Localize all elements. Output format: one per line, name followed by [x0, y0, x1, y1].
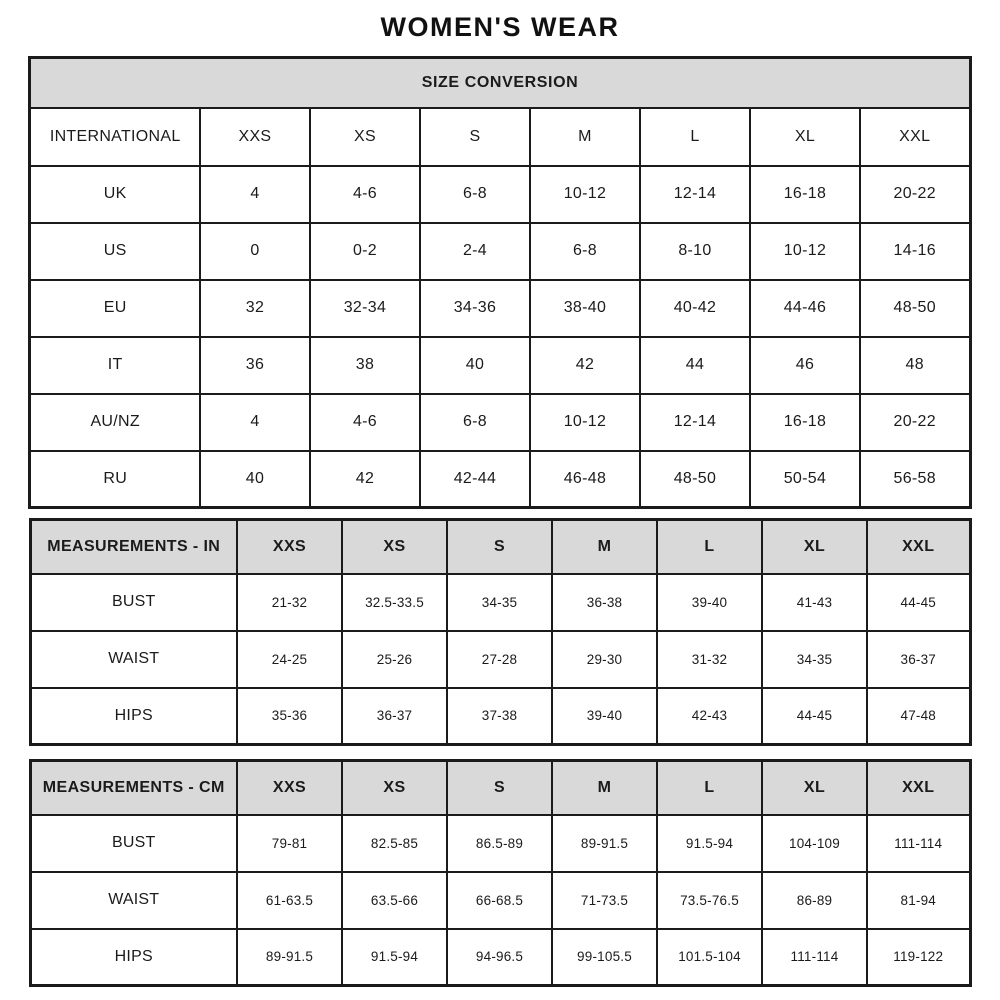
- table-cell: 10-12: [750, 223, 860, 280]
- row-label-hips: HIPS: [30, 688, 237, 745]
- table-cell: 66-68.5: [447, 872, 552, 929]
- table-cell: 42-44: [420, 451, 530, 508]
- table-row-waist-cm: [30, 872, 970, 929]
- table-cell: 34-35: [447, 574, 552, 631]
- table-cell: 10-12: [530, 166, 640, 223]
- table-cell: 79-81: [237, 815, 342, 872]
- table-cell: 41-43: [762, 574, 867, 631]
- table-cell: 4-6: [310, 166, 420, 223]
- table-cell: 29-30: [552, 631, 657, 688]
- table-cell: 12-14: [640, 394, 750, 451]
- row-label-eu: EU: [30, 280, 200, 337]
- table-cell: 48: [860, 337, 970, 394]
- table-cell: 4: [200, 166, 310, 223]
- table-cell: 111-114: [762, 929, 867, 986]
- size-header-xxs: XXS: [237, 761, 342, 815]
- table-cell: 16-18: [750, 166, 860, 223]
- table-cell: 20-22: [860, 394, 970, 451]
- table-cell: 38-40: [530, 280, 640, 337]
- table-row-bust-cm: [30, 815, 970, 872]
- table-cell: 63.5-66: [342, 872, 447, 929]
- size-header-xxs: XXS: [200, 108, 310, 166]
- measurements-in-title: MEASUREMENTS - IN: [30, 520, 237, 574]
- size-header-s: S: [447, 761, 552, 815]
- size-header-xs: XS: [310, 108, 420, 166]
- table-cell: 4: [200, 394, 310, 451]
- table-cell: 48-50: [640, 451, 750, 508]
- table-cell: 82.5-85: [342, 815, 447, 872]
- table-row-aunz: [30, 394, 970, 451]
- table-cell: 32.5-33.5: [342, 574, 447, 631]
- measurements-cm-title: MEASUREMENTS - CM: [30, 761, 237, 815]
- table-cell: 44-45: [762, 688, 867, 745]
- size-header-xs: XS: [342, 520, 447, 574]
- table-row-eu: [30, 280, 970, 337]
- size-header-l: L: [640, 108, 750, 166]
- table-cell: 94-96.5: [447, 929, 552, 986]
- table-cell: 50-54: [750, 451, 860, 508]
- table-cell: 71-73.5: [552, 872, 657, 929]
- table-cell: 32-34: [310, 280, 420, 337]
- table-cell: 31-32: [657, 631, 762, 688]
- table-cell: 44-45: [867, 574, 970, 631]
- table-cell: 34-36: [420, 280, 530, 337]
- row-label-waist: WAIST: [30, 872, 237, 929]
- measurements-in-table: [29, 518, 972, 746]
- table-cell: 37-38: [447, 688, 552, 745]
- row-label-ru: RU: [30, 451, 200, 508]
- table-cell: 111-114: [867, 815, 970, 872]
- table-cell: 46-48: [530, 451, 640, 508]
- size-conversion-table: [28, 56, 971, 509]
- table-cell: 42: [310, 451, 420, 508]
- table-cell: 40-42: [640, 280, 750, 337]
- size-header-l: L: [657, 520, 762, 574]
- table-cell: 16-18: [750, 394, 860, 451]
- row-label-bust: BUST: [30, 574, 237, 631]
- table-cell: 86-89: [762, 872, 867, 929]
- table-cell: 89-91.5: [237, 929, 342, 986]
- row-label-international: INTERNATIONAL: [30, 108, 200, 166]
- table-cell: 8-10: [640, 223, 750, 280]
- size-header-m: M: [552, 520, 657, 574]
- table-cell: 91.5-94: [657, 815, 762, 872]
- table-row-ru: [30, 451, 970, 508]
- size-header-s: S: [420, 108, 530, 166]
- size-conversion-title-row: [30, 58, 970, 108]
- table-cell: 119-122: [867, 929, 970, 986]
- table-cell: 38: [310, 337, 420, 394]
- row-label-waist: WAIST: [30, 631, 237, 688]
- measurements-cm-header-row: [30, 761, 970, 815]
- table-cell: 48-50: [860, 280, 970, 337]
- table-row-uk: [30, 166, 970, 223]
- table-cell: 44: [640, 337, 750, 394]
- table-cell: 44-46: [750, 280, 860, 337]
- table-cell: 36-37: [342, 688, 447, 745]
- table-cell: 34-35: [762, 631, 867, 688]
- table-cell: 36-38: [552, 574, 657, 631]
- table-cell: 36-37: [867, 631, 970, 688]
- table-cell: 39-40: [657, 574, 762, 631]
- table-cell: 42-43: [657, 688, 762, 745]
- size-header-m: M: [530, 108, 640, 166]
- size-header-xl: XL: [762, 761, 867, 815]
- table-cell: 24-25: [237, 631, 342, 688]
- table-cell: 10-12: [530, 394, 640, 451]
- table-row-us: [30, 223, 970, 280]
- table-cell: 6-8: [420, 166, 530, 223]
- size-header-xxl: XXL: [867, 520, 970, 574]
- table-cell: 73.5-76.5: [657, 872, 762, 929]
- table-cell: 99-105.5: [552, 929, 657, 986]
- table-cell: 4-6: [310, 394, 420, 451]
- size-header-xs: XS: [342, 761, 447, 815]
- table-cell: 104-109: [762, 815, 867, 872]
- row-label-us: US: [30, 223, 200, 280]
- table-row-hips-in: [30, 688, 970, 745]
- table-cell: 42: [530, 337, 640, 394]
- table-row-it: [30, 337, 970, 394]
- table-cell: 47-48: [867, 688, 970, 745]
- size-header-xl: XL: [762, 520, 867, 574]
- table-cell: 86.5-89: [447, 815, 552, 872]
- international-header-row: [30, 108, 970, 166]
- row-label-aunz: AU/NZ: [30, 394, 200, 451]
- table-cell: 39-40: [552, 688, 657, 745]
- table-cell: 35-36: [237, 688, 342, 745]
- table-cell: 40: [200, 451, 310, 508]
- table-cell: 14-16: [860, 223, 970, 280]
- table-cell: 46: [750, 337, 860, 394]
- size-header-m: M: [552, 761, 657, 815]
- table-cell: 61-63.5: [237, 872, 342, 929]
- size-header-xl: XL: [750, 108, 860, 166]
- size-header-xxl: XXL: [867, 761, 970, 815]
- table-cell: 81-94: [867, 872, 970, 929]
- size-conversion-title: SIZE CONVERSION: [30, 58, 970, 108]
- table-row-hips-cm: [30, 929, 970, 986]
- row-label-bust: BUST: [30, 815, 237, 872]
- table-cell: 36: [200, 337, 310, 394]
- table-cell: 32: [200, 280, 310, 337]
- table-cell: 40: [420, 337, 530, 394]
- table-cell: 2-4: [420, 223, 530, 280]
- size-header-s: S: [447, 520, 552, 574]
- table-cell: 6-8: [530, 223, 640, 280]
- table-cell: 91.5-94: [342, 929, 447, 986]
- measurements-cm-table: [29, 759, 972, 987]
- row-label-hips: HIPS: [30, 929, 237, 986]
- table-cell: 12-14: [640, 166, 750, 223]
- table-cell: 89-91.5: [552, 815, 657, 872]
- row-label-uk: UK: [30, 166, 200, 223]
- page-title: WOMEN'S WEAR: [380, 12, 620, 42]
- table-row-bust-in: [30, 574, 970, 631]
- table-cell: 101.5-104: [657, 929, 762, 986]
- table-cell: 6-8: [420, 394, 530, 451]
- table-cell: 25-26: [342, 631, 447, 688]
- size-header-xxs: XXS: [237, 520, 342, 574]
- table-cell: 0: [200, 223, 310, 280]
- table-cell: 21-32: [237, 574, 342, 631]
- table-cell: 27-28: [447, 631, 552, 688]
- row-label-it: IT: [30, 337, 200, 394]
- size-header-xxl: XXL: [860, 108, 970, 166]
- size-header-l: L: [657, 761, 762, 815]
- table-cell: 0-2: [310, 223, 420, 280]
- measurements-in-header-row: [30, 520, 970, 574]
- table-cell: 56-58: [860, 451, 970, 508]
- table-row-waist-in: [30, 631, 970, 688]
- table-cell: 20-22: [860, 166, 970, 223]
